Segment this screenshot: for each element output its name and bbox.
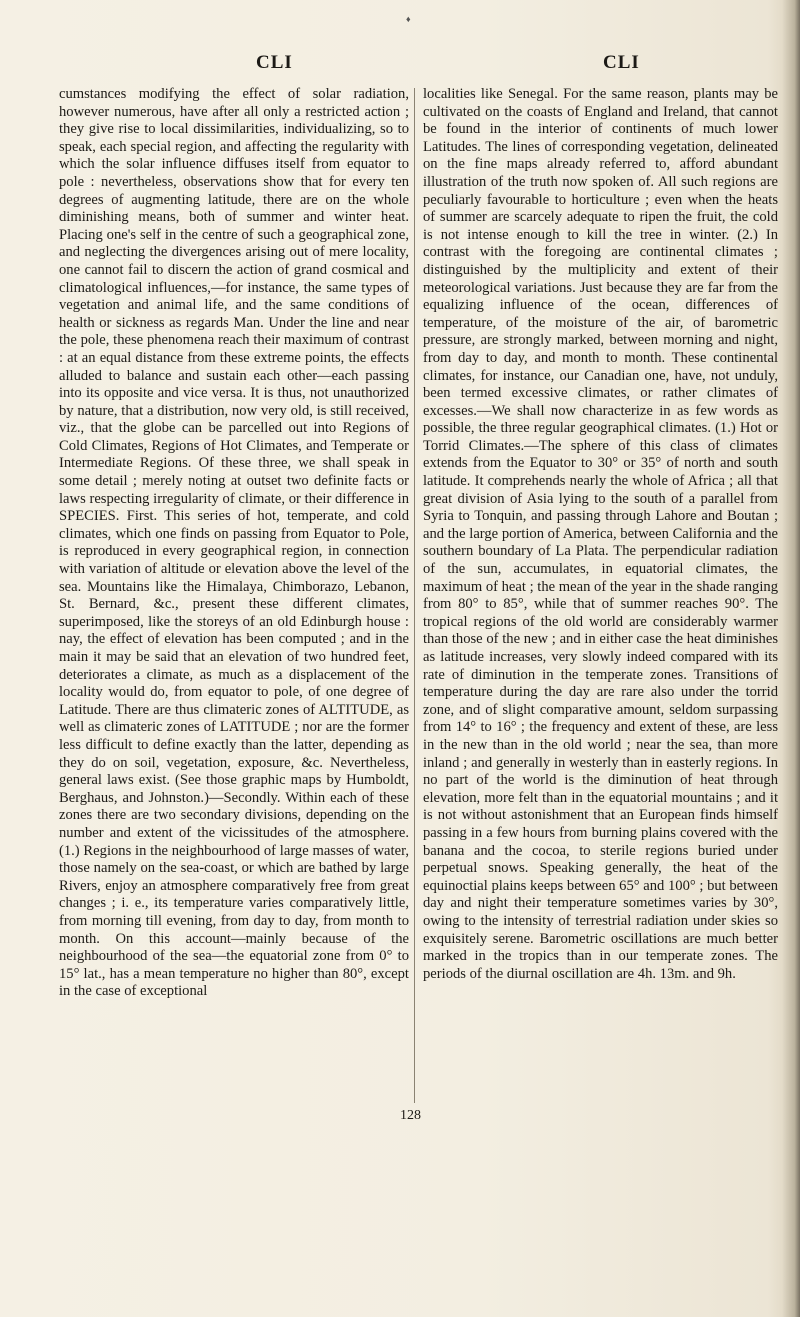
- right-column: [423, 86, 778, 983]
- printer-mark: ♦: [406, 14, 411, 24]
- page-edge-shadow: [782, 0, 800, 1317]
- running-head-right: CLI: [603, 52, 640, 73]
- column-divider: [414, 88, 415, 1103]
- right-column-text: localities like Senegal. For the same reason, plants may be cultivated on the coasts of England and Ireland, that cannot be found in the interior of continents of much lower Latitudes. The lines of corresponding vegetation, delineated on the fine maps already referred to, afford abundant illustration of the truth now spoken of. All such regions are peculiarly favourable to horticulture ; even when the heats of summer are scarcely adequate to ripen the fruit, the cold is not intense enough to kill the tree in winter. (2.) In contrast with the foregoing are continental climates ; distinguished by the multiplicity and extent of their meteorological variations. Just because they are far from the equalizing influence of the ocean, differences of temperature, of the moisture of the air, of barometric pressure, are strongly marked, between morning and night, from day to day, and month to month. These continental climates, for instance, our Canadian one, have, not unduly, been termed excessive climates, or rather climates of excesses.—We shall now characterize in as few words as possible, the three regular geographical climates. (1.) Hot or Torrid Climates.—The sphere of this class of climates extends from the Equator to 30° or 35° of north and south latitude. It comprehends nearly the whole of Africa ; all that great division of Asia lying to the south of a parallel from Syria to Tonquin, and passing through Lahore and Boutan ; and the large portion of America, between California and the southern boundary of La Plata. The perpendicular radiation of the sun, accumulates, in equatorial climates, the maximum of heat ; the mean of the year in the shade ranging from 80° to 85°, while that of summer reaches 90°. The tropical regions of the old world are considerably warmer than those of the new ; and in either case the heat diminishes as latitude increases, very slowly indeed compared with its rate of diminution in the temperate zones. Transitions of temperature during the day are rare also under the torrid zone, and of slight comparative amount, seldom surpassing from 14° to 16° ; the frequency and extent of these, are less in the new than in the old world ; near the sea, than more inland ; and generally in westerly than in easterly regions. In no part of the world is the diminution of heat through elevation, more felt than in the equatorial mountains ; and it is not without astonishment that an European finds himself passing in a few hours from burning plains covered with the banana and the cocoa, to sterile regions buried under perpetual snows. Speaking generally, the heat of the equinoctial plains keeps between 65° and 100° ; but between day and night their temperature sometimes varies by 30°, owing to the intensity of terrestrial radiation under skies so exquisitely serene. Barometric oscillations are much better marked in the tropics than in our temperate zones. The periods of the diurnal oscillation are 4h. 13m. and 9h.: [423, 86, 778, 982]
- left-column-text: cumstances modifying the effect of solar radiation, however numerous, have after all only a restricted action ; they give rise to local dissimilarities, individualizing, so to speak, each special region, and affecting the regularity with which the solar influence diffuses itself from equator to pole : nevertheless, observations show that for every ten degrees of augmenting latitude, there are on the whole diminishing means, both of summer and winter heat. Placing one's self in the centre of such a geographical zone, and neglecting the divergences arising out of mere locality, one cannot fail to discern the action of grand cosmical and climatological influences,—for instance, the same types of vegetation and animal life, and the same conditions of health or sickness as regards Man. Under the line and near the pole, these phenomena reach their maximum of contrast : at an equal distance from these extreme points, the effects alluded to balance and sustain each other—each passing into its opposite and vice versa. It is thus, not unauthorized by nature, that a distribution, now very old, is still received, viz., that the globe can be parcelled out into Regions of Cold Climates, Regions of Hot Climates, and Temperate or Intermediate Regions. Of these three, we shall speak in some detail ; merely noting at outset two definite facts or laws respecting irregularity of climate, or their difference in SPECIES. First. This series of hot, temperate, and cold climates, which one finds on passing from Equator to Pole, is reproduced in every geographical region, in connection with variation of altitude or elevation above the level of the sea. Mountains like the Himalaya, Chimborazo, Lebanon, St. Bernard, &c., present these different climates, superimposed, like the storeys of an old Edinburgh house : nay, the effect of elevation has been computed ; and in the main it may be said that an elevation of two hundred feet, deteriorates a climate, as much as a displacement of the locality would do, from equator to pole, of one degree of Latitude. There are thus climateric zones of ALTITUDE, as well as climateric zones of LATITUDE ; nor are the former less difficult to define exactly than the latter, depending as they do on soil, vegetation, exposure, &c. Nevertheless, general laws exist. (See those graphic maps by Humboldt, Berghaus, and Johnston.)—Secondly. Within each of these zones there are two secondary divisions, depending on the number and extent of the vicissitudes of the atmosphere. (1.) Regions in the neighbourhood of large masses of water, those namely on the sea-coast, or which are bathed by large Rivers, enjoy an atmosphere comparatively free from great changes ; i. e., its temperature varies comparatively little, from morning till evening, from day to day, from month to month. On this account—mainly because of the neighbourhood of the sea—the equatorial zone from 0° to 15° lat., has a mean temperature no higher than 80°, except in the case of exceptional: [59, 86, 409, 1000]
- page-number: 128: [400, 1108, 421, 1123]
- left-column: [59, 86, 409, 1001]
- running-head-left: CLI: [256, 52, 293, 73]
